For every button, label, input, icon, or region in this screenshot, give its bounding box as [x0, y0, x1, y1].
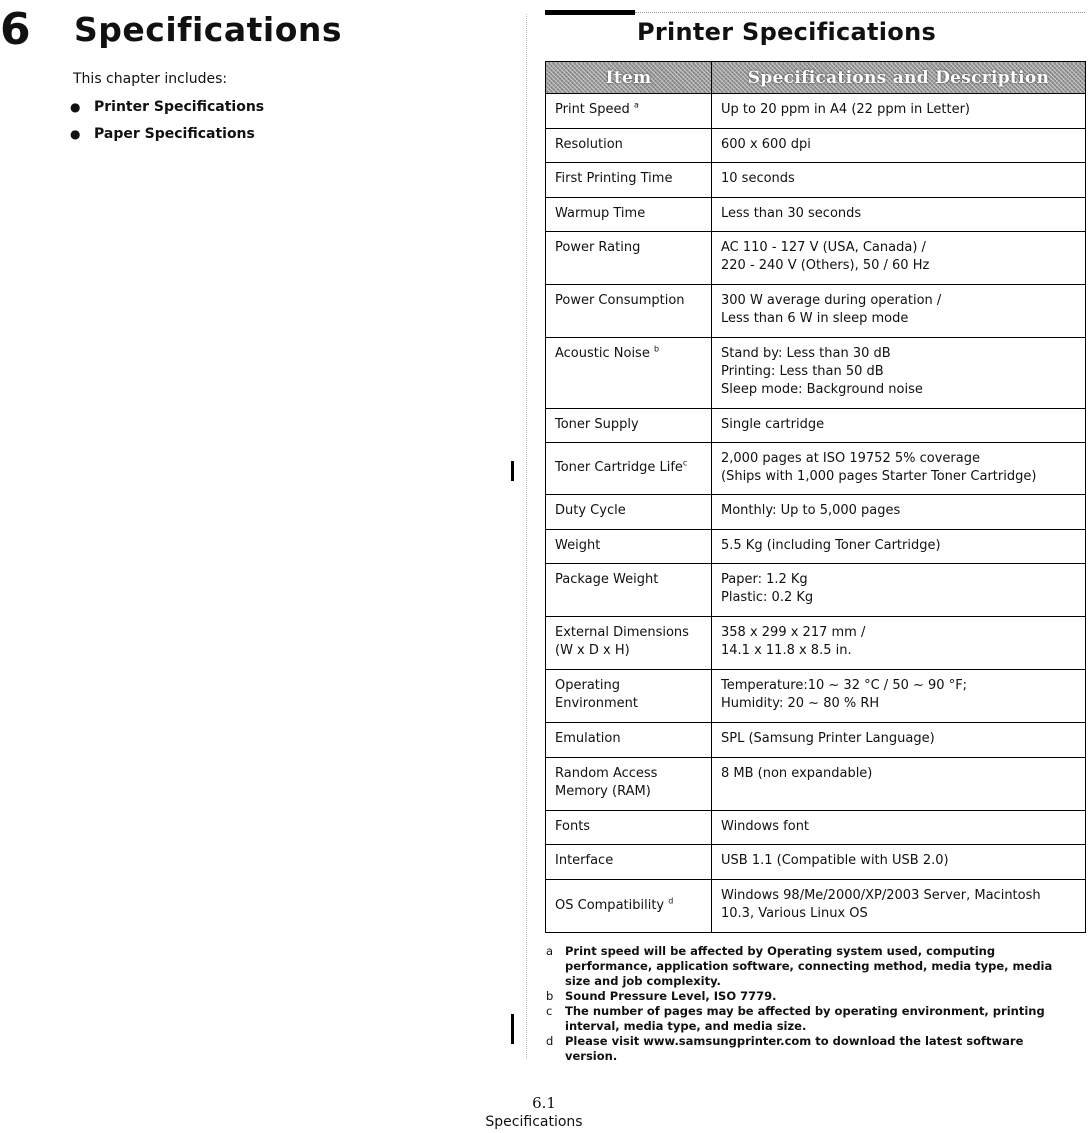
table-row: [546, 232, 1086, 285]
table-row: [546, 338, 1086, 409]
footnote-reference: c: [682, 458, 688, 468]
table-cell-description: USB 1.1 (Compatible with USB 2.0): [712, 845, 1086, 880]
table-cell-item: [546, 232, 712, 285]
table-row: [546, 129, 1086, 163]
footnote-text: Please visit www.samsungprinter.com to download the latest software version.: [565, 1034, 1024, 1063]
list-item: [58, 97, 264, 124]
table-cell-description: 300 W average during operation / Less than 6 W in sleep mode: [712, 285, 1086, 338]
footnote: [546, 1004, 1061, 1034]
table-cell-description: Single cartridge: [712, 409, 1086, 443]
table-cell-description: Temperature:10 ~ 32 °C / 50 ~ 90 °F; Humidity: 20 ~ 80 % RH: [712, 670, 1086, 723]
table-cell-item: [546, 723, 712, 758]
section-rule: [545, 10, 635, 15]
table-cell-item: [546, 338, 712, 409]
table-cell-description: 358 x 299 x 217 mm / 14.1 x 11.8 x 8.5 in.: [712, 617, 1086, 670]
table-cell-description: Stand by: Less than 30 dB Printing: Less than 50 dB Sleep mode: Background noise: [712, 338, 1086, 409]
table-cell-item: [546, 443, 712, 495]
bullet-icon: ●: [70, 100, 81, 114]
item-label: Emulation: [555, 731, 621, 746]
table-cell-description: Up to 20 ppm in A4 (22 ppm in Letter): [712, 94, 1086, 129]
footer-label: Specifications: [485, 1114, 583, 1130]
footnote-reference: b: [653, 344, 660, 354]
chapter-number: 6: [0, 4, 31, 55]
table-cell-item: [546, 845, 712, 880]
footnote-mark: b: [546, 989, 554, 1003]
list-item: [58, 124, 264, 151]
table-row: [546, 530, 1086, 564]
table-cell-description: AC 110 - 127 V (USA, Canada) / 220 - 240 V (Others), 50 / 60 Hz: [712, 232, 1086, 285]
column-header-description: Specifications and Description: [712, 62, 1086, 94]
table-cell-description: 600 x 600 dpi: [712, 129, 1086, 163]
table-row: [546, 163, 1086, 198]
change-bar: [511, 1014, 514, 1044]
table-row: [546, 198, 1086, 232]
table-row: [546, 670, 1086, 723]
table-cell-item: [546, 880, 712, 933]
specifications-table: [545, 61, 1086, 933]
chapter-contents-list: [58, 97, 264, 151]
page-number: 6.1: [532, 1094, 556, 1112]
table-cell-item: [546, 409, 712, 443]
item-label: Random Access Memory (RAM): [555, 766, 658, 799]
item-label: Toner Supply: [555, 417, 639, 432]
item-label: Operating Environment: [555, 678, 639, 711]
table-row: [546, 94, 1086, 129]
table-cell-item: [546, 530, 712, 564]
table-row: [546, 723, 1086, 758]
table-row: [546, 845, 1086, 880]
table-row: [546, 495, 1086, 530]
table-cell-description: Windows font: [712, 811, 1086, 845]
margin-divider: [526, 14, 527, 1059]
table-cell-description: Paper: 1.2 Kg Plastic: 0.2 Kg: [712, 564, 1086, 617]
item-label: OS Compatibility: [555, 897, 665, 913]
table-row: [546, 564, 1086, 617]
table-cell-item: [546, 94, 712, 129]
item-label: First Printing Time: [555, 171, 673, 186]
table-cell-item: [546, 198, 712, 232]
table-row: [546, 617, 1086, 670]
item-label: Power Rating: [555, 240, 641, 255]
toc-link-printer-specifications[interactable]: Printer Specifications: [94, 99, 265, 115]
column-header-item: Item: [546, 62, 712, 94]
toc-link-paper-specifications[interactable]: Paper Specifications: [94, 126, 255, 142]
table-row: [546, 285, 1086, 338]
item-label: Fonts: [555, 819, 591, 834]
footnote: [546, 944, 1061, 989]
table-cell-description: 8 MB (non expandable): [712, 758, 1086, 811]
table-cell-item: [546, 564, 712, 617]
change-bar: [511, 461, 514, 481]
table-cell-description: Less than 30 seconds: [712, 198, 1086, 232]
footnote-text: Sound Pressure Level, ISO 7779.: [565, 989, 777, 1003]
table-cell-description: 10 seconds: [712, 163, 1086, 198]
table-body: [546, 94, 1086, 933]
table-row: [546, 443, 1086, 495]
table-cell-description: 2,000 pages at ISO 19752 5% coverage (Ships with 1,000 pages Starter Toner Cartridge): [712, 443, 1086, 495]
table-header-row: [546, 62, 1086, 94]
footnote-mark: c: [546, 1004, 553, 1018]
table-cell-item: [546, 285, 712, 338]
footnote-reference: a: [633, 100, 639, 110]
section-rule-dotted: [635, 12, 1085, 13]
chapter-intro: This chapter includes:: [73, 71, 228, 87]
item-label: Acoustic Noise: [555, 346, 650, 361]
table-cell-description: SPL (Samsung Printer Language): [712, 723, 1086, 758]
footnote-mark: d: [546, 1034, 554, 1048]
table-cell-item: [546, 129, 712, 163]
footnotes: [546, 944, 1061, 1064]
item-label: Power Consumption: [555, 293, 685, 308]
table-cell-description: Monthly: Up to 5,000 pages: [712, 495, 1086, 530]
footnote-text: The number of pages may be affected by operating environment, printing interval, media type, and media size.: [565, 1004, 1045, 1033]
item-label: Toner Cartridge Life: [555, 460, 683, 475]
footnote-reference: d: [668, 896, 674, 906]
footnote-text: Print speed will be affected by Operating system used, computing performance, application software, connecting method, media type, media size and job complexity.: [565, 944, 1053, 988]
chapter-title: Specifications: [74, 10, 343, 49]
item-label: Print Speed: [555, 102, 630, 117]
item-label: Interface: [555, 853, 614, 868]
bullet-icon: ●: [70, 127, 81, 141]
item-label: Warmup Time: [555, 206, 646, 221]
table-cell-item: [546, 617, 712, 670]
section-title: Printer Specifications: [636, 18, 937, 46]
footnote-mark: a: [546, 944, 554, 958]
footnote: [546, 989, 1061, 1004]
item-label: Resolution: [555, 137, 623, 152]
item-label: Weight: [555, 538, 601, 553]
table-cell-item: [546, 163, 712, 198]
item-label: Duty Cycle: [555, 503, 626, 518]
table-cell-description: Windows 98/Me/2000/XP/2003 Server, Macintosh 10.3, Various Linux OS: [712, 880, 1086, 933]
table-cell-item: [546, 670, 712, 723]
table-row: [546, 758, 1086, 811]
item-label: Package Weight: [555, 572, 659, 587]
table-row: [546, 409, 1086, 443]
table-row: [546, 880, 1086, 933]
item-label: External Dimensions (W x D x H): [555, 625, 689, 658]
table-cell-description: 5.5 Kg (including Toner Cartridge): [712, 530, 1086, 564]
table-row: [546, 811, 1086, 845]
footnote: [546, 1034, 1061, 1064]
table-cell-item: [546, 758, 712, 811]
table-cell-item: [546, 495, 712, 530]
table-cell-item: [546, 811, 712, 845]
